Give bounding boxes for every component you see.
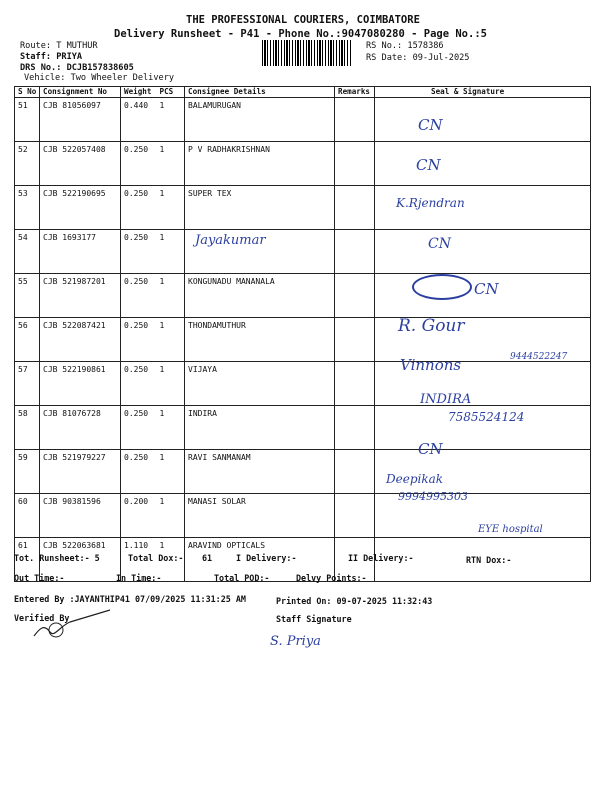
handwritten-phone: 7585524124 xyxy=(448,410,525,424)
row-sno: 51 xyxy=(15,98,40,142)
table-row xyxy=(15,274,591,318)
handwritten-sign: CN xyxy=(474,280,499,298)
staff-signature: S. Priya xyxy=(270,634,321,649)
in-time: In Time:- xyxy=(116,573,162,583)
row-pcs: 1 xyxy=(157,142,185,186)
row-remarks xyxy=(335,230,375,274)
row-remarks xyxy=(335,274,375,318)
handwritten-sign: INDIRA xyxy=(420,392,472,407)
handwritten-sign: K.Rjendran xyxy=(396,196,465,210)
row-weight: 0.250 xyxy=(121,406,157,450)
row-consignment: CJB 522190695 xyxy=(40,186,121,230)
row-pcs: 1 xyxy=(157,362,185,406)
row-remarks xyxy=(335,362,375,406)
row-consignment: CJB 522063681 xyxy=(40,538,121,582)
col-signature: Seal & Signature xyxy=(375,87,591,98)
rs-date: RS Date: 09-Jul-2025 xyxy=(366,53,470,63)
row-pcs: 1 xyxy=(157,406,185,450)
row-remarks xyxy=(335,142,375,186)
runsheet-title: Delivery Runsheet - P41 - Phone No.:9047080280 - Page No.:5 xyxy=(114,28,487,40)
barcode-image xyxy=(262,40,352,66)
runsheet-table xyxy=(14,86,591,582)
printed-on: Printed On: 09-07-2025 11:32:43 xyxy=(276,596,433,606)
col-remarks: Remarks xyxy=(335,87,375,98)
row-sno: 55 xyxy=(15,274,40,318)
row-consignment: CJB 522190861 xyxy=(40,362,121,406)
row-sno: 58 xyxy=(15,406,40,450)
table-row xyxy=(15,98,591,142)
row-signature xyxy=(375,142,591,186)
row-pcs: 1 xyxy=(157,274,185,318)
row-pcs: 1 xyxy=(157,98,185,142)
table-row xyxy=(15,230,591,274)
row-pcs: 1 xyxy=(157,318,185,362)
row-pcs: 1 xyxy=(157,450,185,494)
row-weight: 0.250 xyxy=(121,186,157,230)
handwritten-name: Jayakumar xyxy=(195,233,266,248)
row-consignee: ARAVIND OPTICALS xyxy=(185,538,335,582)
handwritten-sign: CN xyxy=(428,236,451,252)
table-row xyxy=(15,186,591,230)
handwritten-sign: CN xyxy=(418,116,443,134)
row-consignee: SUPER TEX xyxy=(185,186,335,230)
row-weight: 0.440 xyxy=(121,98,157,142)
rs-number: RS No.: 1578386 xyxy=(366,41,444,51)
table-row xyxy=(15,362,591,406)
row-remarks xyxy=(335,406,375,450)
col-weight: Weight xyxy=(121,87,157,98)
col-consignment: Consignment No xyxy=(40,87,121,98)
entered-by: Entered By :JAYANTHIP41 07/09/2025 11:31:25 AM xyxy=(14,594,246,604)
handwritten-sign: CN xyxy=(418,440,443,458)
row-remarks xyxy=(335,318,375,362)
row-consignment: CJB 1693177 xyxy=(40,230,121,274)
row-consignment: CJB 81056097 xyxy=(40,98,121,142)
table-row xyxy=(15,318,591,362)
staff: Staff: PRIYA xyxy=(20,52,83,62)
drs-number: DRS No.: DCJB157838605 xyxy=(20,63,134,73)
total-dox-label: Total Dox:- xyxy=(128,553,184,563)
staff-signature-label: Staff Signature xyxy=(276,614,352,624)
row-weight: 0.250 xyxy=(121,318,157,362)
total-pod: Total POD:- xyxy=(214,573,270,583)
table-row xyxy=(15,450,591,494)
row-consignee: THONDAMUTHUR xyxy=(185,318,335,362)
row-pcs: 1 xyxy=(157,230,185,274)
row-consignment: CJB 521979227 xyxy=(40,450,121,494)
row-consignee: INDIRA xyxy=(185,406,335,450)
verified-signature-mark xyxy=(30,606,114,646)
row-pcs: 1 xyxy=(157,494,185,538)
table-row xyxy=(15,142,591,186)
row-remarks xyxy=(335,494,375,538)
row-sno: 61 xyxy=(15,538,40,582)
row-sno: 59 xyxy=(15,450,40,494)
row-consignee: VIJAYA xyxy=(185,362,335,406)
row-sno: 54 xyxy=(15,230,40,274)
vehicle: Vehicle: Two Wheeler Delivery xyxy=(24,73,175,83)
row-remarks xyxy=(335,98,375,142)
row-consignee: KONGUNADU MANANALA xyxy=(185,274,335,318)
route: Route: T MUTHUR xyxy=(20,41,98,51)
row-sno: 60 xyxy=(15,494,40,538)
row-weight: 0.250 xyxy=(121,450,157,494)
row-weight: 0.250 xyxy=(121,362,157,406)
row-remarks xyxy=(335,186,375,230)
row-pcs: 1 xyxy=(157,186,185,230)
row-sno: 53 xyxy=(15,186,40,230)
col-consignee: Consignee Details xyxy=(185,87,335,98)
row-signature xyxy=(375,98,591,142)
col-pcs: PCS xyxy=(157,87,185,98)
row-consignment: CJB 522087421 xyxy=(40,318,121,362)
i-delivery: I Delivery:- xyxy=(236,553,297,563)
row-remarks xyxy=(335,450,375,494)
row-consignment: CJB 522057408 xyxy=(40,142,121,186)
total-dox-value: 61 xyxy=(202,553,213,563)
handwritten-sign: CN xyxy=(416,156,441,174)
row-consignment: CJB 81076728 xyxy=(40,406,121,450)
verified-by-label: Verified By xyxy=(14,613,70,623)
row-pcs: 1 xyxy=(157,538,185,582)
rtn-dox: RTN Dox:- xyxy=(466,555,512,565)
row-weight: 0.250 xyxy=(121,274,157,318)
total-runsheet: Tot. Runsheet:- 5 xyxy=(14,553,100,563)
row-consignee: RAVI SANMANAM xyxy=(185,450,335,494)
handwritten-scribble xyxy=(412,274,472,300)
out-time: Out Time:- xyxy=(14,573,65,583)
handwritten-sign: Vinnons xyxy=(400,356,462,374)
row-consignee: MANASI SOLAR xyxy=(185,494,335,538)
row-consignee: P V RADHAKRISHNAN xyxy=(185,142,335,186)
row-consignment: CJB 90381596 xyxy=(40,494,121,538)
handwritten-phone: 9994995303 xyxy=(398,490,468,503)
row-weight: 0.250 xyxy=(121,142,157,186)
row-sno: 56 xyxy=(15,318,40,362)
row-weight: 0.250 xyxy=(121,230,157,274)
row-signature xyxy=(375,230,591,274)
row-consignment: CJB 521987201 xyxy=(40,274,121,318)
handwritten-sign: Deepikak xyxy=(386,472,444,486)
row-weight: 1.110 xyxy=(121,538,157,582)
handwritten-phone: 9444522247 xyxy=(510,352,568,362)
row-sno: 52 xyxy=(15,142,40,186)
company-title: THE PROFESSIONAL COURIERS, COIMBATORE xyxy=(186,14,420,26)
row-weight: 0.200 xyxy=(121,494,157,538)
col-sno: S No xyxy=(15,87,40,98)
table-header-row xyxy=(15,87,591,98)
handwritten-sign: R. Gour xyxy=(398,316,465,336)
row-consignee: BALAMURUGAN xyxy=(185,98,335,142)
row-sno: 57 xyxy=(15,362,40,406)
ii-delivery: II Delivery:- xyxy=(348,553,414,563)
handwritten-sign: EYE hospital xyxy=(478,524,543,535)
delvy-points: Delvy Points:- xyxy=(296,573,367,583)
